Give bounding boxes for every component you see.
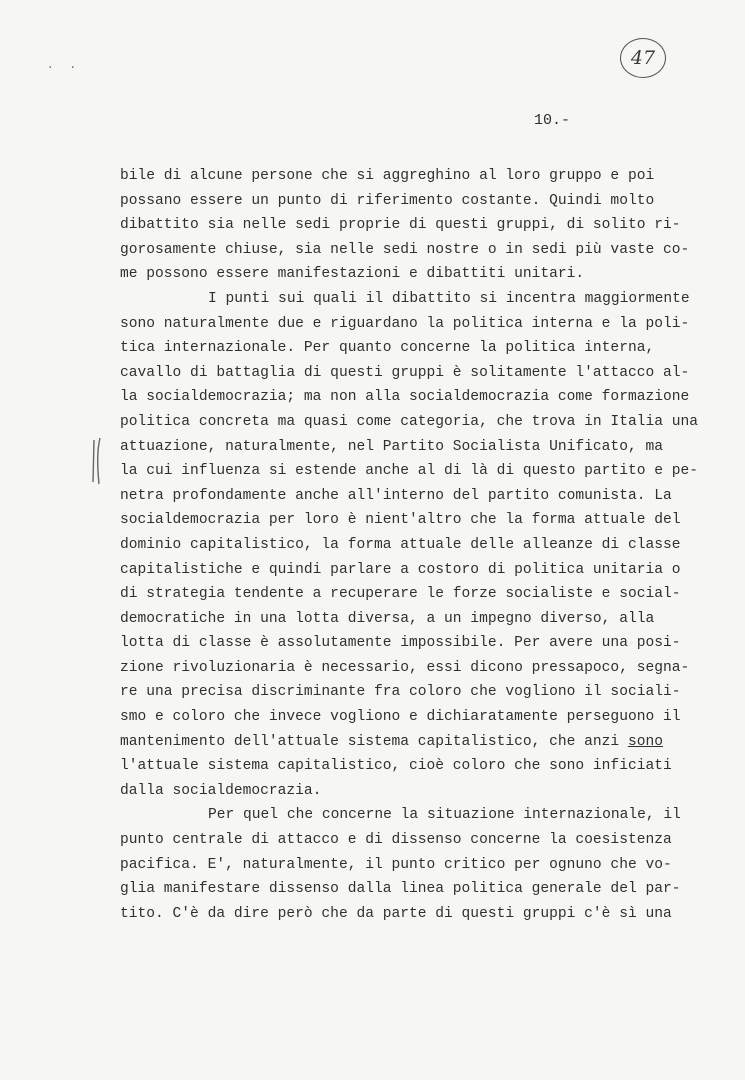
page-number: 10.-: [534, 112, 571, 129]
text-line: punto centrale di attacco e di dissenso concerne la coesistenza: [120, 832, 672, 849]
text-line: me possono essere manifestazioni e dibattiti unitari.: [120, 266, 585, 283]
text-line: dominio capitalistico, la forma attuale delle alleanze di classe: [120, 536, 681, 553]
text-line: di strategia tendente a recuperare le forze socialiste e social-: [120, 586, 681, 603]
text-line: dalla socialdemocrazia.: [120, 782, 322, 799]
text-line: pacifica. E', naturalmente, il punto critico per ognuno che vo-: [120, 856, 672, 873]
text-line: cavallo di battaglia di questi gruppi è solitamente l'attacco al-: [120, 364, 690, 381]
text-segment: mantenimento dell'attuale sistema capitalistico, che anzi: [120, 733, 620, 750]
text-line: sono naturalmente due e riguardano la politica interna e la poli-: [120, 315, 690, 332]
archive-stamp: [620, 38, 666, 78]
text-line: la cui influenza si estende anche al di là di questo partito e pe-: [120, 463, 699, 480]
text-line: politica concreta ma quasi come categoria, che trova in Italia una: [120, 413, 699, 430]
text-line: zione rivoluzionaria è necessario, essi dicono pressapoco, segna-: [120, 659, 690, 676]
text-line: tica internazionale. Per quanto concerne la politica interna,: [120, 340, 655, 357]
paragraph-start-line: I punti sui quali il dibattito si incentra maggiormente: [208, 290, 690, 307]
text-line: smo e coloro che invece vogliono e dichiaratamente perseguono il: [120, 709, 681, 726]
corner-marks: ..: [48, 56, 93, 72]
text-line: capitalistiche e quindi parlare a costoro di politica unitaria o: [120, 561, 681, 578]
text-line: bile di alcune persone che si aggreghino al loro gruppo e poi: [120, 168, 655, 184]
text-line: re una precisa discriminante fra coloro che vogliono il sociali-: [120, 684, 681, 701]
text-line: dibattito sia nelle sedi proprie di questi gruppi, di solito ri-: [120, 217, 681, 234]
text-line: l'attuale sistema capitalistico, cioè coloro che sono inficiati: [120, 758, 672, 775]
text-line: democratiche in una lotta diversa, a un impegno diverso, alla: [120, 610, 655, 627]
margin-annotation-mark: [88, 436, 108, 486]
text-line: lotta di classe è assolutamente impossibile. Per avere una posi-: [120, 635, 681, 652]
underlined-word: sono: [627, 733, 663, 750]
text-line: attuazione, naturalmente, nel Partito Socialista Unificato, ma: [120, 438, 663, 455]
text-line-with-underline: [120, 730, 680, 755]
paragraph-start-line: Per quel che concerne la situazione internazionale, il: [208, 807, 681, 824]
text-line: glia manifestare dissenso dalla linea politica generale del par-: [120, 881, 681, 898]
text-line: la socialdemocrazia; ma non alla socialdemocrazia come formazione: [120, 389, 690, 406]
text-line: gorosamente chiuse, sia nelle sedi nostre o in sedi più vaste co-: [120, 241, 690, 258]
text-line: netra profondamente anche all'interno del partito comunista. La: [120, 487, 672, 504]
text-line: possano essere un punto di riferimento costante. Quindi molto: [120, 192, 655, 209]
text-line: socialdemocrazia per loro è nient'altro che la forma attuale del: [120, 512, 681, 529]
text-line: tito. C'è da dire però che da parte di questi gruppi c'è sì una: [120, 905, 672, 922]
stamp-number: 47: [630, 47, 656, 69]
body-text: [120, 164, 699, 926]
